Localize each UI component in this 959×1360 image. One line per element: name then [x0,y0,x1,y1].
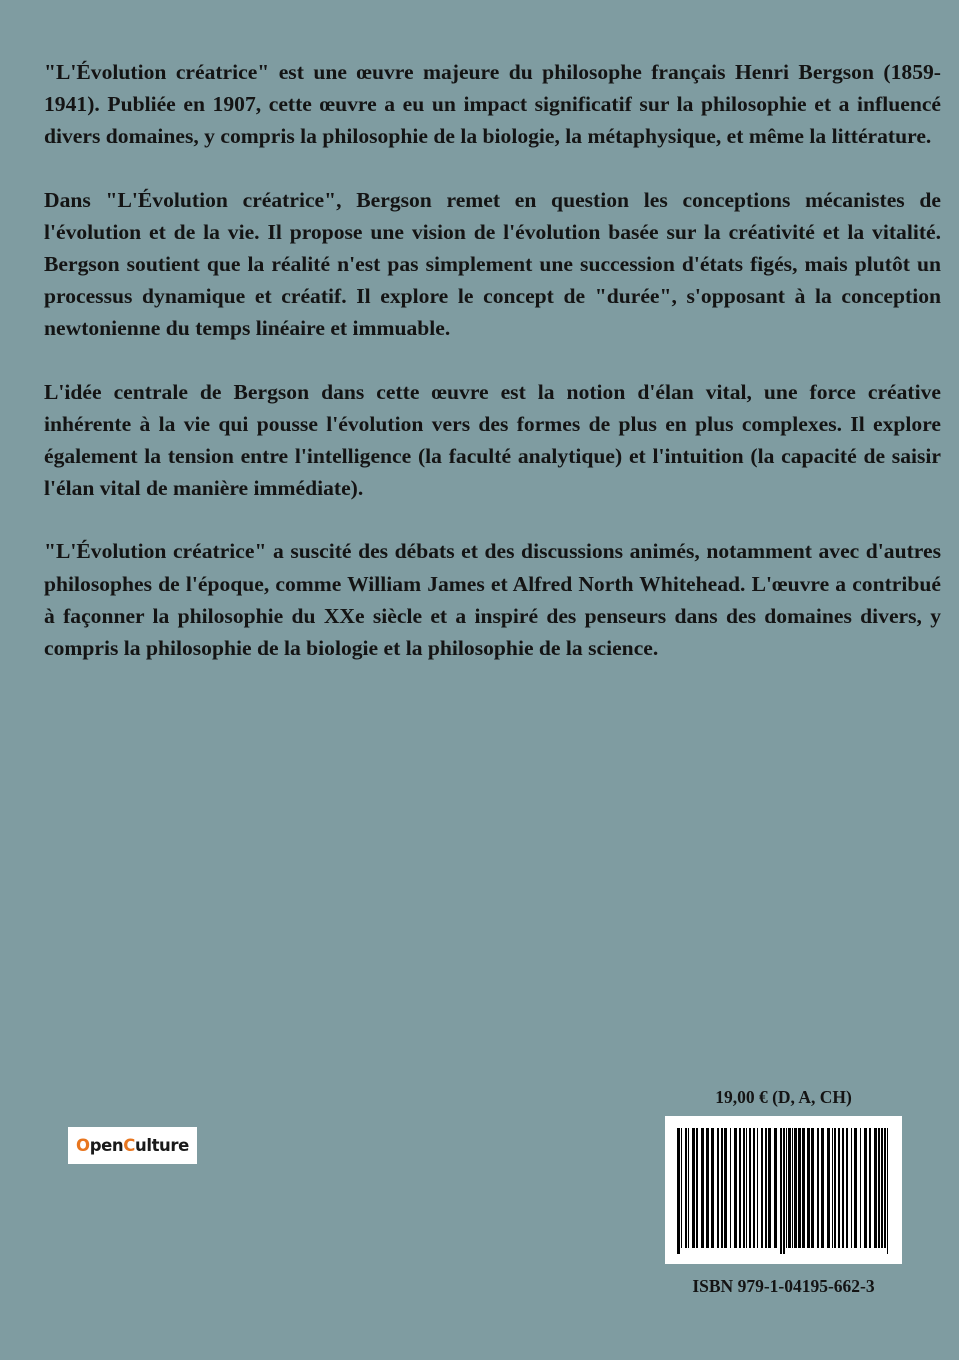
barcode-bar [746,1128,747,1248]
barcode-bar [734,1128,737,1248]
barcode-bar [696,1128,698,1248]
barcode-bar [817,1128,819,1248]
barcode-bar [743,1128,745,1248]
barcode-bar [802,1128,805,1248]
logo-letter-c: C [123,1136,135,1155]
blurb-paragraph-4: "L'Évolution créatrice" a suscité des débats et des discussions animés, notamment avec d'autres philosophes de l'époque, comme William James et Alfred North Whitehead. L'œuvre a contribué à façonner la philosophie du XXe siècle et a inspiré des penseurs dans des domaines divers, y compris la philosophie de la biologie et la philosophie de la science. [44,539,941,661]
barcode-bar [851,1128,852,1248]
barcode [665,1116,902,1264]
barcode-bar [721,1128,723,1248]
barcode-bar [780,1128,782,1254]
barcode-bar [677,1128,680,1254]
barcode-bar [717,1128,719,1248]
barcode-bar [832,1128,833,1248]
barcode-bar [749,1128,751,1248]
barcode-bar [774,1128,777,1248]
barcode-bar [887,1128,888,1254]
blurb-text [44,56,941,695]
barcode-bar [701,1128,704,1248]
barcode-bar [788,1128,791,1248]
barcode-bar [765,1128,767,1248]
barcode-bar [827,1128,830,1248]
barcode-graphic [665,1116,902,1264]
barcode-bar [864,1128,867,1248]
barcode-bar [685,1128,687,1248]
barcode-bar [724,1128,727,1248]
blurb-paragraph-3: L'idée centrale de Bergson dans cette œuvre est la notion d'élan vital, une force créative inhérente à la vie qui pousse l'évolution vers des formes de plus en plus complexes. Il explore également la tension entre l'intelligence (la faculté analytique) et l'intuition (la capacité de saisir l'élan vital de manière immédiate). [44,379,941,501]
barcode-bar [834,1128,836,1248]
barcode-bar [794,1128,797,1248]
publisher-logo [68,1127,197,1164]
barcode-bar [768,1128,771,1248]
barcode-bar [753,1128,755,1248]
barcode-bar [881,1128,883,1248]
barcode-bar [854,1128,857,1248]
barcode-bar [761,1128,763,1248]
price-label: 19,00 € (D, A, CH) [715,1087,852,1107]
barcode-bar [842,1128,844,1248]
barcode-bar [692,1128,695,1248]
barcode-bar [838,1128,840,1248]
barcode-bar [798,1128,801,1248]
barcode-bar [860,1128,861,1248]
logo-letter-o: O [76,1136,90,1155]
barcode-bar [783,1128,785,1254]
barcode-bar [846,1128,848,1248]
barcode-bar [688,1128,689,1248]
blurb-paragraph-1: "L'Évolution créatrice" est une œuvre majeure du philosophe français Henri Bergson (1859-1941). Publiée en 1907, cette œuvre a eu un impact significatif sur la philosophie et a influencé divers domaines, y compris la philosophie de la biologie, la métaphysique, et même la littérature. [44,60,941,149]
barcode-bar [786,1128,787,1248]
barcode-bar [681,1128,682,1248]
barcode-bar [807,1128,810,1248]
barcode-bar [711,1128,714,1248]
barcode-bar [757,1128,758,1248]
barcode-bar [878,1128,880,1248]
isbn-label: ISBN 979-1-04195-662-3 [692,1276,875,1296]
barcode-bar [884,1128,886,1248]
logo-text-pen: pen [89,1136,124,1155]
barcode-bar [739,1128,741,1248]
barcode-bar [792,1128,793,1248]
blurb-paragraph-2: Dans "L'Évolution créatrice", Bergson remet en question les conceptions mécanistes de l'évolution et de la vie. Il propose une vision de l'évolution basée sur la créativité et la vitalité. Bergson soutient que la réalité n'est pas simplement une succession d'états figés, mais plutôt un processus dynamique et créatif. Il explore le concept de "durée", s'opposant à la conception newtonienne du temps linéaire et immuable. [44,187,941,341]
barcode-bar [821,1128,824,1248]
logo-text-ulture: ulture [134,1136,189,1155]
barcode-bar [706,1128,709,1248]
barcode-bar [811,1128,814,1248]
barcode-bar [869,1128,871,1248]
barcode-bar [874,1128,877,1248]
barcode-bar [730,1128,731,1248]
